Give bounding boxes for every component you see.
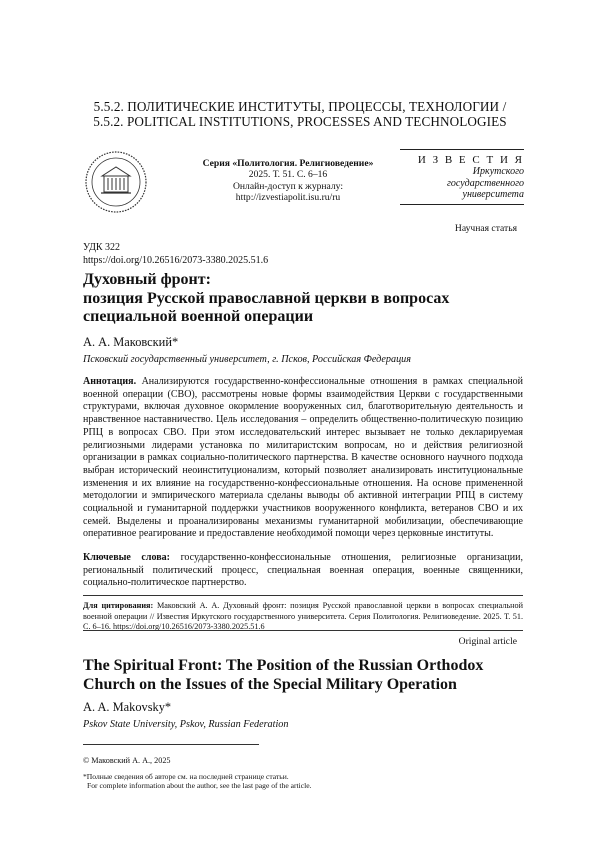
author-en: A. A. Makovsky* [83,700,171,715]
title-ru-line-2: позиция Русской православной церкви в вопросах [83,290,523,309]
keywords-label: Ключевые слова: [83,552,170,563]
volume-info: 2025. Т. 51. С. 6–16 [178,169,398,180]
citation-divider [83,595,523,596]
journal-subtitle-2: государственного [400,178,524,190]
journal-title-block [400,149,524,205]
footnote-divider [83,744,259,745]
abstract-text: Анализируются государственно-конфессиональные отношения в рамках специальной военной операции (СВО), рассмотрены новые формы взаимодействия Церкви с государственными структурами, включая духовное окормление вооруженных сил, благотворительную деятельность и нравственное наставничество. Цель исследования – определить общественно-политическую позицию РПЦ в вопросах СВО. При этом исследовательский интерес вызывает не только декларируемая религиозными лидерами установка по милитаристским вопросам, но и действия религиозной организации в рамках социально-политического партнерства. В качестве основного научного подхода выбран исторический неоинституционализм, который позволяет анализировать институциональные изменения и их влияние на государственно-конфессиональные отношения. На основе примененной методологии и эмпирического материала сделаны выводы об активной интеграции РПЦ в систему социальной и гуманитарной поддержки участников вооруженного конфликта, ветеранов СВО и их семей. Выделены и проанализированы механизмы гуманитарной мобилизации, обеспечивающие оперативное реагирование и предоставление необходимой помощи через церковные институты. [83,376,523,539]
journal-subtitle-1: Иркутского [400,166,524,178]
footnote-ru: *Полные сведения об авторе см. на последней странице статьи. [83,772,523,782]
online-access-label: Онлайн-доступ к журналу: [178,181,398,192]
abstract [83,376,523,541]
affiliation-ru: Псковский государственный университет, г. Псков, Российская Федерация [83,354,411,365]
article-title-ru [83,271,523,327]
citation [83,601,523,633]
article-type-ru: Научная статья [455,223,517,234]
section-header-en: 5.5.2. POLITICAL INSTITUTIONS, PROCESSES AND TECHNOLOGIES [0,114,600,130]
keywords [83,552,523,590]
citation-text: Маковский А. А. Духовный фронт: позиция Русской православной церкви в вопросах специальной военной операции // Известия Иркутского государственного университета. Серия Политология. Религиоведение. 2025. Т. 51. С. 6–16. https://doi.org/10.26516/2073-3380.2025.51.6 [83,601,523,631]
affiliation-en: Pskov State University, Pskov, Russian Federation [83,719,289,730]
title-ru-line-1: Духовный фронт: [83,271,523,290]
citation-label: Для цитирования: [83,601,153,610]
journal-url[interactable]: http://izvestiapolit.isu.ru/ru [178,192,398,203]
journal-title: И З В Е С Т И Я [400,154,524,166]
title-en-line-2: Church on the Issues of the Special Military Operation [83,675,523,694]
article-type-en: Original article [459,636,517,647]
section-header-ru: 5.5.2. ПОЛИТИЧЕСКИЕ ИНСТИТУТЫ, ПРОЦЕССЫ, ТЕХНОЛОГИИ / [0,99,600,115]
copyright: © Маковский А. А., 2025 [83,756,523,766]
title-ru-line-3: специальной военной операции [83,308,523,327]
abstract-label: Аннотация. [83,376,136,387]
journal-subtitle-3: университета [400,189,524,201]
article-title-en [83,656,523,694]
series-name: Серия «Политология. Религиоведение» [178,158,398,169]
footnote-en: For complete information about the author, see the last page of the article. [83,781,527,791]
university-emblem-icon [84,150,148,214]
doi-link[interactable]: https://doi.org/10.26516/2073-3380.2025.51.6 [83,255,268,266]
english-section-divider [83,630,523,631]
author-ru: А. А. Маковский* [83,335,178,350]
journal-series-block [178,158,398,204]
udk: УДК 322 [83,242,120,253]
title-en-line-1: The Spiritual Front: The Position of the Russian Orthodox [83,656,523,675]
keywords-text: государственно-конфессиональные отношения, религиозные организации, региональный политический процесс, специальная военная операция, военные священники, социально-политическое партнерство. [83,552,523,588]
